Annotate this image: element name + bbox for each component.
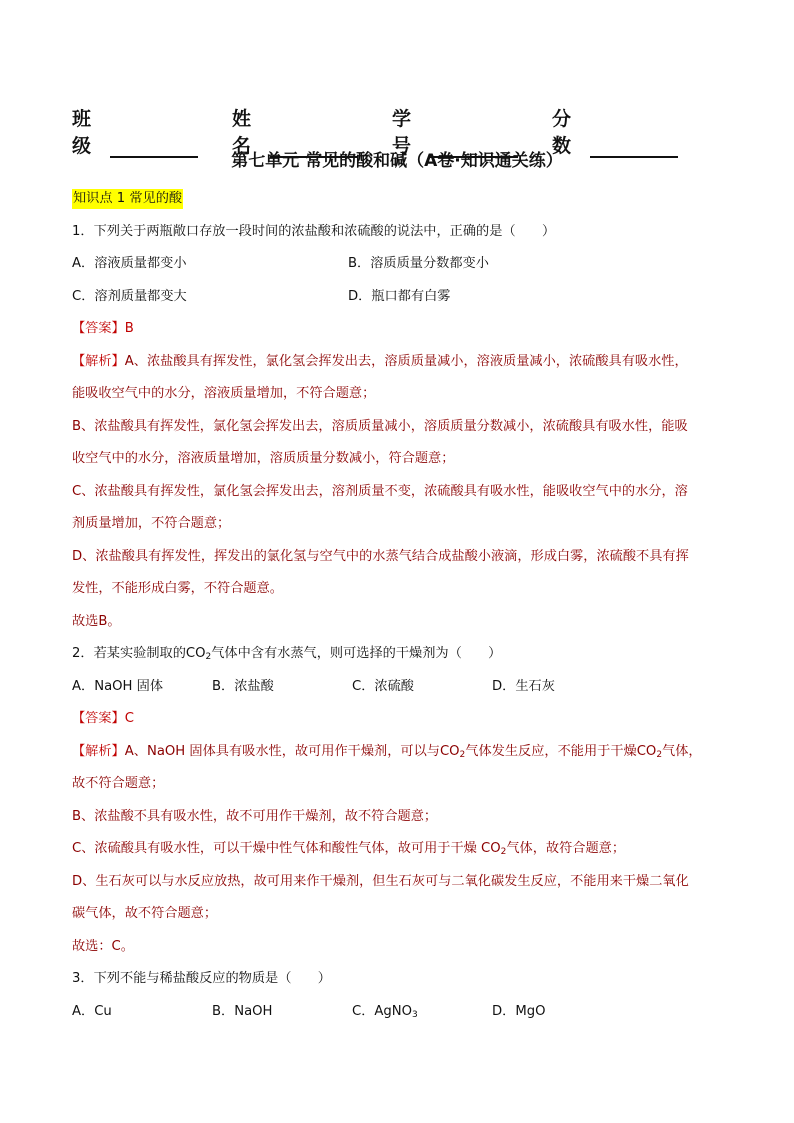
q1-stem: 1．下列关于两瓶敞口存放一段时间的浓盐酸和浓硫酸的说法中，正确的是（ ）: [72, 223, 556, 239]
q1-analysis-label: 【解析】: [72, 353, 125, 369]
q1-analysis-c-1: C、浓盐酸具有挥发性，氯化氢会挥发出去，溶剂质量不变，浓硫酸具有吸水性，能吸收空气中的水分，溶: [72, 483, 688, 499]
q1-answer-label: 【答案】: [72, 321, 125, 336]
q1-analysis-a-text-1: A、浓盐酸具有挥发性，氯化氢会挥发出去，溶质质量减小，溶液质量减小，浓硫酸具有吸水性，: [124, 353, 688, 369]
q2-analysis-a-1: [72, 736, 732, 769]
q2-analysis-d-1: D、生石灰可以与水反应放热，故可用来作干燥剂，但生石灰可与二氧化碳发生反应，不能用来干燥二氧化: [72, 873, 689, 889]
q1-analysis-a-1: [72, 346, 732, 379]
q1-analysis-b-1: B、浓盐酸具有挥发性，氯化氢会挥发出去，溶质质量减小，溶质质量分数减小，浓硫酸具有吸水性，能吸: [72, 418, 688, 434]
q2-answer: [72, 703, 732, 736]
q2-options-row: [72, 671, 732, 704]
page-title: 第七单元 常见的酸和碱（A卷·知识通关练）: [231, 151, 563, 171]
q3-option-d: D．MgO: [492, 1003, 546, 1019]
q1-options-row-2: [72, 281, 732, 314]
q3-options-row: [72, 996, 732, 1029]
q1-analysis-b-2: 收空气中的水分，溶液质量增加，溶质质量分数减小，符合题意；: [72, 451, 455, 466]
q2-stem: [72, 638, 732, 671]
q2-analysis-a-sub-2: 2: [656, 749, 663, 760]
q1-options-row-1: [72, 248, 732, 281]
q2-option-a: A．NaOH 固体: [72, 678, 164, 694]
q1-answer-value: B: [124, 321, 134, 336]
q3-option-a: A．Cu: [72, 1003, 112, 1019]
id-label: 学号: [392, 108, 412, 157]
q1-option-c: C．溶剂质量都变大: [72, 288, 187, 304]
q3-stem: 3．下列不能与稀盐酸反应的物质是（ ）: [72, 971, 331, 986]
q2-analysis-d-2: 碳气体，故不符合题意；: [72, 906, 218, 921]
q2-conclusion: 故选：C。: [72, 938, 134, 954]
questions-body: [72, 183, 732, 1028]
q3-option-c-pre: C．AgNO: [352, 1003, 413, 1019]
q2-analysis-a-post: 气体，: [662, 743, 702, 759]
q2-stem-pre: 2．若某实验制取的CO: [72, 646, 206, 661]
q2-option-d: D．生石灰: [492, 678, 555, 694]
q1-answer: [72, 313, 732, 346]
q1-conclusion: 故选B。: [72, 613, 121, 629]
q3-option-c-sub: 3: [412, 1009, 418, 1020]
q1-analysis-d-1: D、浓盐酸具有挥发性，挥发出的氯化氢与空气中的水蒸气结合成盐酸小液滴，形成白雾，浓硫酸不具有挥: [72, 548, 689, 564]
q3-option-c: [352, 996, 492, 1029]
knowledge-point-label: 知识点 1 常见的酸: [72, 189, 183, 209]
q2-option-b: B．浓盐酸: [212, 678, 274, 694]
q2-analysis-b: B、浓盐酸不具有吸水性，故不可用作干燥剂，故不符合题意；: [72, 808, 438, 824]
knowledge-point-heading: [72, 183, 732, 216]
class-label: 班级: [72, 108, 92, 157]
q2-analysis-c-pre: C、浓硫酸具有吸水性，可以干燥中性气体和酸性气体，故可用于干燥 CO: [72, 841, 501, 856]
q2-analysis-c: [72, 833, 732, 866]
q2-option-c: C．浓硫酸: [352, 678, 414, 694]
q2-analysis-a-mid: 气体发生反应，不能用于干燥CO: [465, 743, 657, 759]
q2-analysis-a-pre: A、NaOH 固体具有吸水性，故可用作干燥剂，可以与CO: [124, 743, 460, 759]
q2-answer-label: 【答案】: [72, 711, 125, 726]
q1-option-d: D．瓶口都有白雾: [348, 288, 451, 304]
q1-option-a: A．溶液质量都变小: [72, 256, 187, 271]
q2-analysis-c-sub: 2: [500, 847, 507, 857]
q2-stem-post: 气体中含有水蒸气，则可选择的干燥剂为（ ）: [211, 646, 502, 661]
q2-analysis-label: 【解析】: [72, 743, 125, 759]
name-label: 姓名: [232, 108, 252, 157]
q2-stem-sub: 2: [205, 652, 212, 662]
q2-answer-value: C: [124, 711, 134, 726]
score-label: 分数: [552, 108, 572, 157]
q1-analysis-d-2: 发性，不能形成白雾，不符合题意。: [72, 581, 283, 596]
q1-option-b: B．溶质质量分数都变小: [348, 256, 489, 271]
q2-analysis-a-sub-1: 2: [459, 749, 466, 760]
q1-analysis-c-2: 剂质量增加，不符合题意；: [72, 516, 231, 531]
q3-option-b: B．NaOH: [212, 1003, 273, 1019]
q2-analysis-c-post: 气体，故符合题意；: [506, 841, 626, 856]
q1-analysis-a-2: 能吸收空气中的水分，溶液质量增加，不符合题意；: [72, 386, 376, 401]
q2-analysis-a-2: 故不符合题意；: [72, 776, 165, 791]
